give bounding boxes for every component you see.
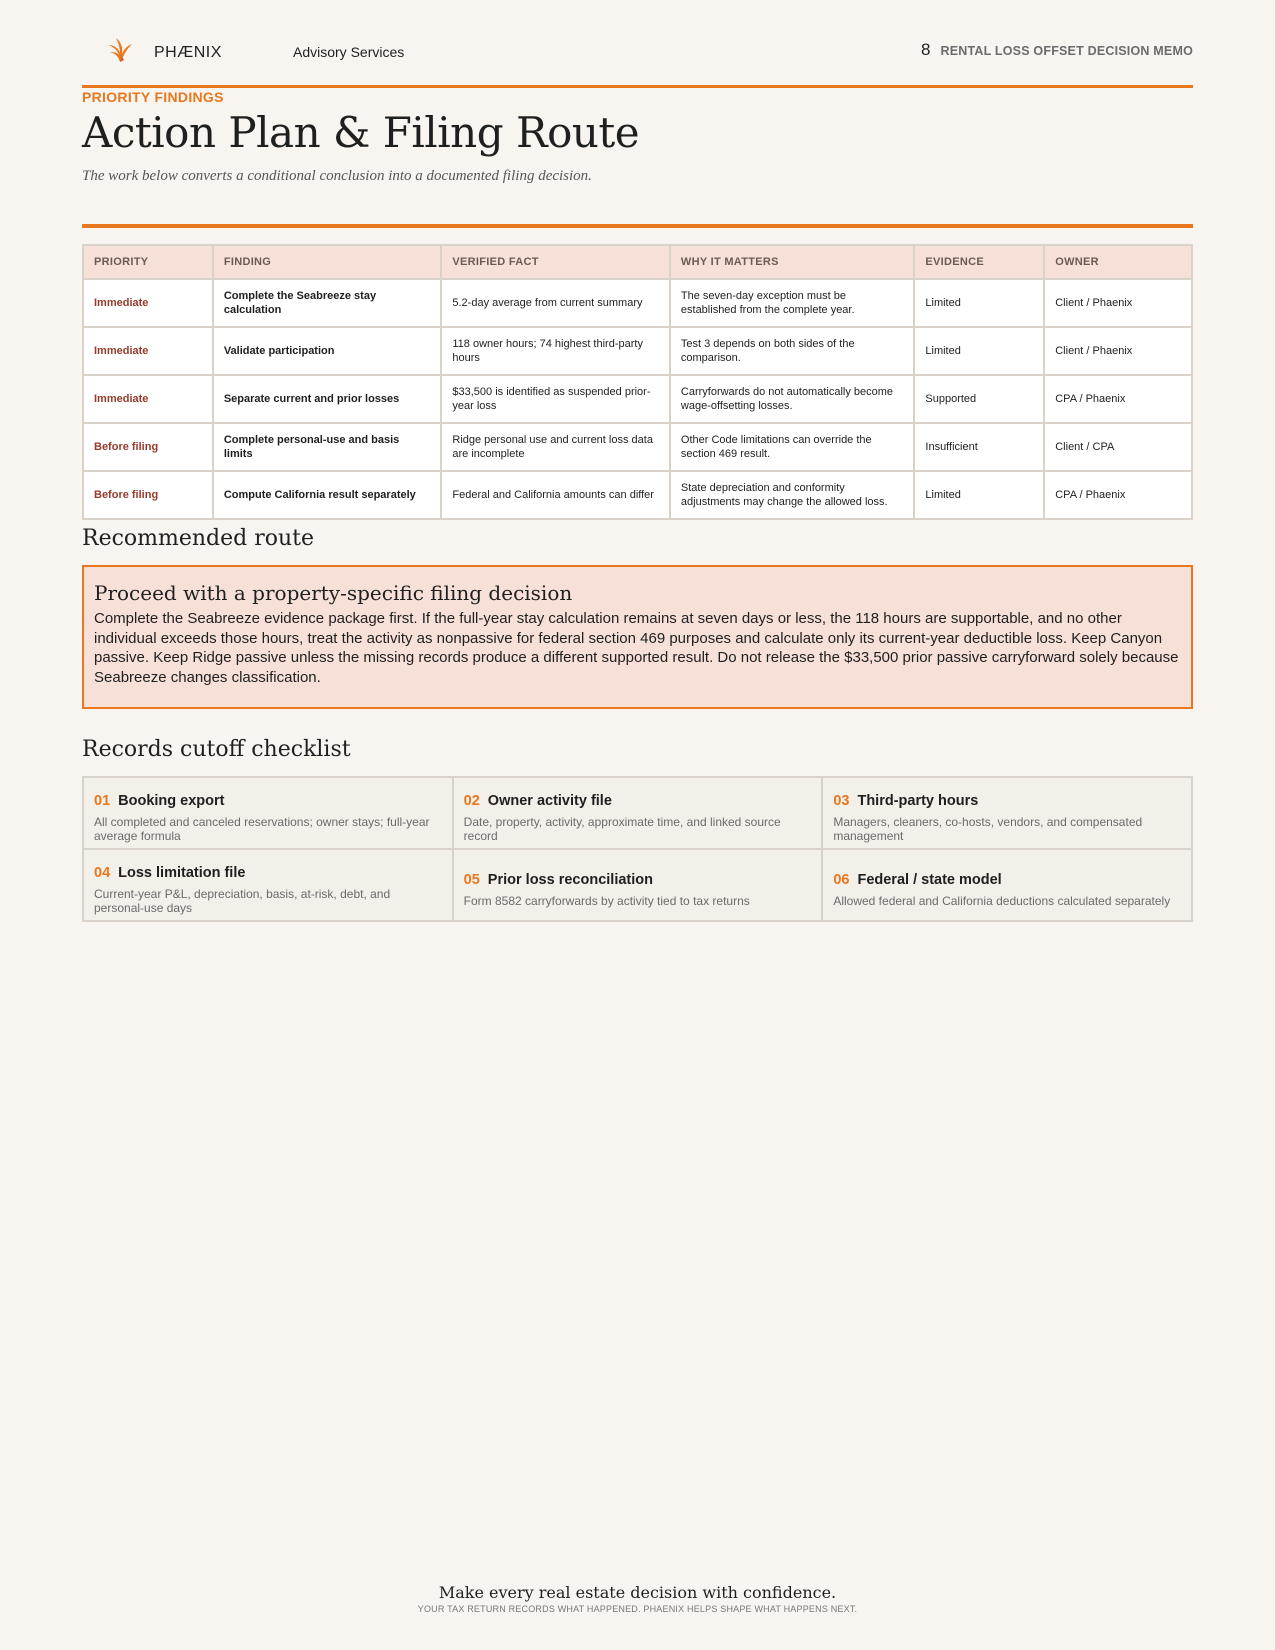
checklist-heading: Records cutoff checklist bbox=[82, 737, 351, 762]
evidence-cell: Limited bbox=[914, 471, 1044, 519]
table-row bbox=[83, 471, 1192, 519]
checklist-item-desc: Allowed federal and California deductions calculated separately bbox=[833, 893, 1171, 908]
checklist-item-label: Third-party hours bbox=[857, 792, 979, 809]
route-callout-heading: Proceed with a property-specific filing decision bbox=[94, 581, 573, 605]
column-header: OWNER bbox=[1044, 245, 1192, 279]
verified-fact-cell: $33,500 is identified as suspended prior-year loss bbox=[441, 375, 670, 423]
why-it-matters-cell: Carryforwards do not automatically become wage-offsetting losses. bbox=[670, 375, 915, 423]
memo-title: RENTAL LOSS OFFSET DECISION MEMO bbox=[940, 44, 1193, 58]
checklist-item-number: 01 bbox=[94, 792, 111, 809]
page-header bbox=[82, 36, 1193, 82]
checklist-item bbox=[454, 778, 822, 848]
evidence-cell: Limited bbox=[914, 327, 1044, 375]
column-header: PRIORITY bbox=[83, 245, 213, 279]
checklist-item bbox=[454, 850, 822, 920]
checklist-item bbox=[823, 850, 1191, 920]
priority-cell: Immediate bbox=[83, 375, 213, 423]
checklist-item-label: Loss limitation file bbox=[118, 864, 246, 881]
finding-cell: Compute California result separately bbox=[213, 471, 442, 519]
evidence-cell: Limited bbox=[914, 279, 1044, 327]
table-row bbox=[83, 327, 1192, 375]
checklist-item-label: Owner activity file bbox=[487, 792, 612, 809]
page-subtitle: The work below converts a conditional conclusion into a documented filing decision. bbox=[82, 168, 592, 184]
column-header: FINDING bbox=[213, 245, 442, 279]
verified-fact-cell: Ridge personal use and current loss data are incomplete bbox=[441, 423, 670, 471]
checklist-item-desc: Form 8582 carryforwards by activity tied to tax returns bbox=[463, 893, 750, 908]
column-header: VERIFIED FACT bbox=[441, 245, 670, 279]
page-number: 8 bbox=[921, 40, 931, 59]
checklist-item-label: Prior loss reconciliation bbox=[487, 871, 653, 888]
owner-cell: Client / CPA bbox=[1044, 423, 1192, 471]
priority-cell: Immediate bbox=[83, 279, 213, 327]
brand-tagline: Advisory Services bbox=[293, 44, 405, 60]
column-header: EVIDENCE bbox=[914, 245, 1044, 279]
finding-cell: Complete personal-use and basis limits bbox=[213, 423, 442, 471]
verified-fact-cell: 118 owner hours; 74 highest third-party hours bbox=[441, 327, 670, 375]
checklist-item-title bbox=[464, 872, 812, 888]
recommended-route-box bbox=[82, 565, 1193, 709]
priority-cell: Before filing bbox=[83, 471, 213, 519]
page-title: Action Plan & Filing Route bbox=[82, 108, 640, 157]
checklist-item bbox=[84, 850, 452, 920]
table-header-row bbox=[83, 245, 1192, 279]
findings-table bbox=[82, 244, 1193, 520]
checklist-item-number: 05 bbox=[463, 871, 480, 888]
checklist-item-number: 03 bbox=[833, 792, 850, 809]
eyebrow-label: PRIORITY FINDINGS bbox=[82, 89, 224, 105]
verified-fact-cell: 5.2-day average from current summary bbox=[441, 279, 670, 327]
header-divider bbox=[82, 85, 1193, 88]
checklist-item-number: 02 bbox=[463, 792, 480, 809]
finding-cell: Complete the Seabreeze stay calculation bbox=[213, 279, 442, 327]
owner-cell: CPA / Phaenix bbox=[1044, 471, 1192, 519]
title-divider bbox=[82, 224, 1193, 228]
checklist-item-number: 04 bbox=[94, 864, 111, 881]
priority-cell: Immediate bbox=[83, 327, 213, 375]
finding-cell: Validate participation bbox=[213, 327, 442, 375]
checklist-item-title bbox=[833, 793, 1181, 809]
checklist-item-title bbox=[464, 793, 812, 809]
page-footer bbox=[0, 1583, 1275, 1614]
why-it-matters-cell: Test 3 depends on both sides of the comparison. bbox=[670, 327, 915, 375]
owner-cell: Client / Phaenix bbox=[1044, 279, 1192, 327]
verified-fact-cell: Federal and California amounts can differ bbox=[441, 471, 670, 519]
column-header: WHY IT MATTERS bbox=[670, 245, 915, 279]
finding-cell: Separate current and prior losses bbox=[213, 375, 442, 423]
checklist-item-title bbox=[94, 793, 442, 809]
evidence-cell: Insufficient bbox=[914, 423, 1044, 471]
brand-name: PHÆNIX bbox=[154, 44, 222, 61]
why-it-matters-cell: Other Code limitations can override the section 469 result. bbox=[670, 423, 915, 471]
phoenix-bird-icon bbox=[106, 36, 134, 64]
table-row bbox=[83, 279, 1192, 327]
why-it-matters-cell: The seven-day exception must be established from the complete year. bbox=[670, 279, 915, 327]
priority-cell: Before filing bbox=[83, 423, 213, 471]
checklist-item-label: Booking export bbox=[118, 792, 225, 809]
table-row bbox=[83, 423, 1192, 471]
checklist-item-desc: All completed and canceled reservations; owner stays; full-year average formula bbox=[94, 814, 430, 843]
owner-cell: Client / Phaenix bbox=[1044, 327, 1192, 375]
checklist-item-number: 06 bbox=[833, 871, 850, 888]
footer-slogan: Make every real estate decision with confidence. bbox=[438, 1583, 837, 1602]
checklist-item-desc: Current-year P&L, depreciation, basis, at-risk, debt, and personal-use days bbox=[94, 886, 391, 915]
checklist-item-title bbox=[94, 865, 442, 881]
checklist-item-title bbox=[833, 872, 1181, 888]
footer-tagline: YOUR TAX RETURN RECORDS WHAT HAPPENED. PHAENIX HELPS SHAPE WHAT HAPPENS NEXT. bbox=[417, 1604, 858, 1614]
records-checklist bbox=[82, 776, 1193, 922]
checklist-item-desc: Managers, cleaners, co-hosts, vendors, and compensated management bbox=[833, 814, 1143, 843]
owner-cell: CPA / Phaenix bbox=[1044, 375, 1192, 423]
header-right bbox=[921, 40, 1193, 60]
checklist-item bbox=[823, 778, 1191, 848]
checklist-item-desc: Date, property, activity, approximate time, and linked source record bbox=[463, 814, 781, 843]
evidence-cell: Supported bbox=[914, 375, 1044, 423]
table-row bbox=[83, 375, 1192, 423]
checklist-item bbox=[84, 778, 452, 848]
route-callout-body: Complete the Seabreeze evidence package first. If the full-year stay calculation remains at seven days or less, the 118 hours are supportable, and no other individual exceeds those hours, treat the activity as nonpassive for federal section 469 purposes and calculate only its current-year deductible loss. Keep Canyon passive. Keep Ridge passive unless the missing records produce a different supported result. Do not release the $33,500 prior passive carryforward solely because Seabreeze changes classification. bbox=[94, 610, 1179, 686]
checklist-item-label: Federal / state model bbox=[857, 871, 1002, 888]
recommended-route-heading: Recommended route bbox=[82, 526, 315, 551]
why-it-matters-cell: State depreciation and conformity adjustments may change the allowed loss. bbox=[670, 471, 915, 519]
